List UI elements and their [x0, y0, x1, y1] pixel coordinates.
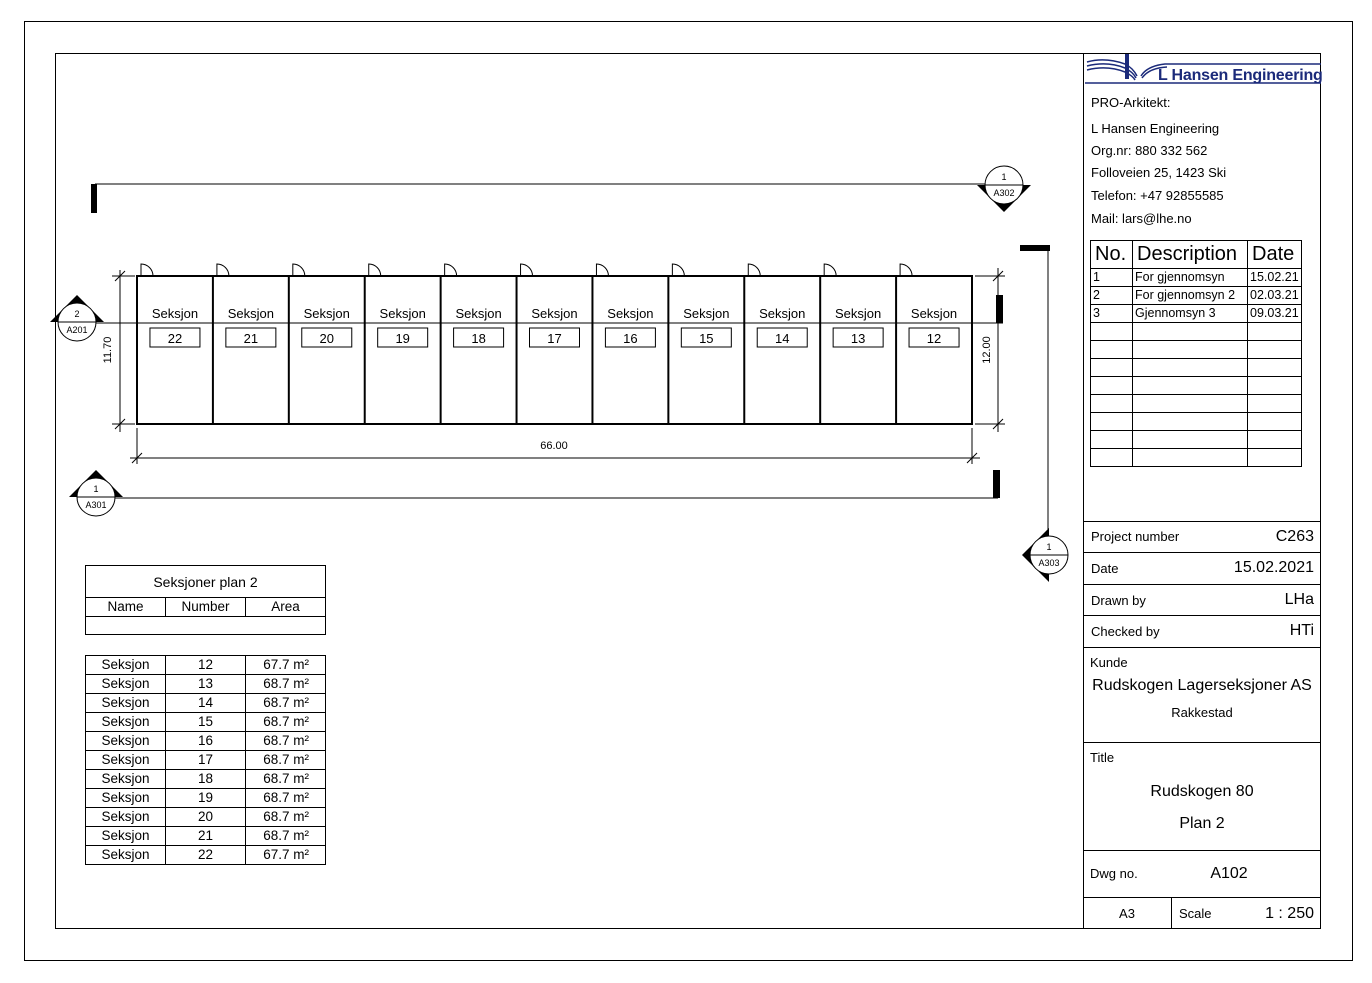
revision-no	[1091, 395, 1133, 413]
door-swing-icon	[141, 264, 153, 276]
schedule-row	[86, 789, 326, 808]
door-swing-icon	[596, 264, 608, 276]
section-label: Seksjon	[227, 306, 274, 321]
schedule-name: Seksjon	[86, 694, 166, 713]
door-swing-icon	[445, 264, 457, 276]
schedule-name: Seksjon	[86, 846, 166, 865]
phone: Telefon: +47 92855585	[1091, 188, 1224, 203]
revision-row	[1091, 305, 1302, 323]
revision-date	[1248, 323, 1302, 341]
door-swing-icon	[748, 264, 760, 276]
schedule-header-number: Number	[166, 598, 246, 617]
section-number: 22	[167, 331, 183, 346]
schedule-area: 67.7 m²	[246, 656, 326, 675]
schedule-area: 67.7 m²	[246, 846, 326, 865]
revision-no	[1091, 449, 1133, 467]
divider	[1083, 647, 1321, 648]
section-marker-number: 1	[1046, 542, 1052, 552]
rev-header-description: Description	[1133, 241, 1248, 269]
door-swing-icon	[369, 264, 381, 276]
schedule-row	[86, 713, 326, 732]
schedule-row	[86, 675, 326, 694]
revision-desc	[1133, 431, 1248, 449]
drawn-by-value: LHa	[1284, 591, 1314, 608]
dimension-left	[102, 270, 135, 432]
schedule-row	[86, 656, 326, 675]
section-label: Seksjon	[683, 306, 730, 321]
schedule-name: Seksjon	[86, 751, 166, 770]
revision-date: 02.03.21	[1248, 287, 1302, 305]
section-line-a302	[91, 184, 1005, 213]
rev-header-no: No.	[1091, 241, 1133, 269]
section-label: Seksjon	[910, 306, 958, 321]
revision-desc: Gjennomsyn 3	[1133, 305, 1248, 323]
drawing-title-2: Plan 2	[1179, 815, 1225, 832]
building-plan	[137, 264, 972, 424]
company-logo-text: L Hansen Engineering	[1158, 67, 1323, 84]
schedule-name: Seksjon	[86, 808, 166, 827]
section-label: Seksjon	[835, 306, 882, 321]
schedule-title: Seksjoner plan 2	[86, 566, 326, 598]
revision-no	[1091, 413, 1133, 431]
schedule-area: 68.7 m²	[246, 713, 326, 732]
dwg-no-value: A102	[1210, 865, 1248, 882]
schedule-area: 68.7 m²	[246, 789, 326, 808]
revision-date	[1248, 377, 1302, 395]
section-marker-number: 1	[1001, 172, 1007, 182]
title-label: Title	[1090, 750, 1115, 765]
divider	[1083, 521, 1321, 522]
door-swing-icon	[521, 264, 533, 276]
section-line-a303	[1020, 245, 1050, 555]
schedule-number: 20	[166, 808, 246, 827]
schedule-area: 68.7 m²	[246, 808, 326, 827]
checked-by-label: Checked by	[1091, 624, 1160, 639]
scale-label: Scale	[1179, 906, 1212, 921]
revision-no	[1091, 377, 1133, 395]
section-number: 17	[547, 331, 562, 346]
revision-no	[1091, 431, 1133, 449]
schedule-name: Seksjon	[86, 789, 166, 808]
divider	[1171, 897, 1172, 928]
divider	[1083, 897, 1321, 898]
schedule-blank-row	[86, 617, 326, 635]
drawn-by-label: Drawn by	[1091, 593, 1146, 608]
section-label: Seksjon	[379, 306, 426, 321]
schedule-name: Seksjon	[86, 770, 166, 789]
schedule-header-name: Name	[86, 598, 166, 617]
schedule-number: 14	[166, 694, 246, 713]
divider	[1083, 584, 1321, 585]
revision-row	[1091, 269, 1302, 287]
revision-no	[1091, 341, 1133, 359]
schedule-row	[86, 751, 326, 770]
schedule-name: Seksjon	[86, 827, 166, 846]
revision-date	[1248, 431, 1302, 449]
section-label: Seksjon	[531, 306, 578, 321]
email: Mail: lars@lhe.no	[1091, 211, 1192, 226]
revision-no	[1091, 323, 1133, 341]
schedule-area: 68.7 m²	[246, 675, 326, 694]
drawing-title-1: Rudskogen 80	[1150, 783, 1254, 800]
section-number: 15	[699, 331, 714, 346]
section-marker-a301	[69, 470, 123, 516]
revision-no: 1	[1091, 269, 1133, 287]
revision-row	[1091, 341, 1302, 359]
section-marker-number: 1	[93, 484, 99, 494]
schedule-area: 68.7 m²	[246, 732, 326, 751]
door-swing-icon	[900, 264, 912, 276]
revision-row	[1091, 449, 1302, 467]
company-name: L Hansen Engineering	[1091, 121, 1220, 136]
revision-date	[1248, 449, 1302, 467]
revision-desc	[1133, 413, 1248, 431]
org-number: Org.nr: 880 332 562	[1091, 143, 1208, 158]
checked-by-value: HTi	[1289, 622, 1314, 639]
schedule-row	[86, 770, 326, 789]
section-marker-sheet: A201	[66, 325, 88, 335]
section-marker-sheet: A301	[85, 500, 107, 510]
section-marker-number: 2	[74, 309, 80, 319]
schedule-name: Seksjon	[86, 732, 166, 751]
revision-date: 09.03.21	[1248, 305, 1302, 323]
revision-row	[1091, 395, 1302, 413]
dimension-left-text: 11.70	[102, 336, 114, 364]
revision-desc	[1133, 341, 1248, 359]
schedule-row	[86, 827, 326, 846]
divider	[1083, 615, 1321, 616]
client-label: Kunde	[1090, 655, 1128, 670]
revision-desc	[1133, 395, 1248, 413]
section-label: Seksjon	[303, 306, 350, 321]
date-value: 15.02.2021	[1233, 559, 1314, 576]
revision-desc: For gjennomsyn	[1133, 269, 1248, 287]
door-swing-icon	[824, 264, 836, 276]
schedule-number: 12	[166, 656, 246, 675]
revision-row	[1091, 359, 1302, 377]
revision-desc	[1133, 449, 1248, 467]
schedule-name: Seksjon	[86, 656, 166, 675]
rev-header-date: Date	[1248, 241, 1302, 269]
section-number: 13	[850, 331, 866, 346]
section-line-a301	[96, 470, 1000, 498]
revision-desc	[1133, 359, 1248, 377]
section-marker-a303	[1022, 528, 1068, 582]
dimension-width-text: 66.00	[540, 440, 568, 452]
schedule-number: 13	[166, 675, 246, 694]
revision-date	[1248, 341, 1302, 359]
revision-date: 15.02.21	[1248, 269, 1302, 287]
section-marker-a201	[50, 295, 104, 341]
schedule-row	[86, 732, 326, 751]
client-name: Rudskogen Lagerseksjoner AS	[1092, 677, 1312, 694]
client-location: Rakkestad	[1171, 705, 1233, 720]
schedule-header-table	[85, 565, 326, 635]
section-marker-a302	[977, 166, 1031, 212]
date-label: Date	[1091, 561, 1119, 576]
revision-desc	[1133, 377, 1248, 395]
revisions-table	[1090, 240, 1302, 467]
schedule-number: 22	[166, 846, 246, 865]
schedule-name: Seksjon	[86, 713, 166, 732]
schedule-row	[86, 694, 326, 713]
revision-desc: For gjennomsyn 2	[1133, 287, 1248, 305]
revision-date	[1248, 413, 1302, 431]
schedule-area: 68.7 m²	[246, 751, 326, 770]
project-number: C263	[1275, 528, 1314, 545]
section-number: 18	[471, 331, 486, 346]
revision-row	[1091, 377, 1302, 395]
section-marker-sheet: A303	[1038, 558, 1060, 568]
section-number: 14	[774, 331, 790, 346]
divider	[1083, 742, 1321, 743]
revision-date	[1248, 395, 1302, 413]
schedule-header-area: Area	[246, 598, 326, 617]
section-marker-sheet: A302	[993, 188, 1015, 198]
schedule-number: 19	[166, 789, 246, 808]
schedule-number: 16	[166, 732, 246, 751]
revision-row	[1091, 287, 1302, 305]
revision-no: 2	[1091, 287, 1133, 305]
schedule-row	[86, 846, 326, 865]
dwg-no-label: Dwg no.	[1090, 866, 1138, 881]
revision-desc	[1133, 323, 1248, 341]
revision-no	[1091, 359, 1133, 377]
project-number-label: Project number	[1091, 529, 1180, 544]
dimension-right	[975, 268, 1005, 432]
section-label: Seksjon	[455, 306, 502, 321]
schedule-area: 68.7 m²	[246, 827, 326, 846]
schedule-number: 17	[166, 751, 246, 770]
revision-date	[1248, 359, 1302, 377]
revision-row	[1091, 431, 1302, 449]
schedule-number: 18	[166, 770, 246, 789]
dimension-right-text: 12.00	[981, 336, 993, 364]
section-number: 16	[623, 331, 638, 346]
schedule-area: 68.7 m²	[246, 694, 326, 713]
door-swing-icon	[217, 264, 229, 276]
address: Folloveien 25, 1423 Ski	[1091, 165, 1227, 180]
section-number: 20	[319, 331, 335, 346]
schedule-number: 15	[166, 713, 246, 732]
paper-size: A3	[1119, 906, 1135, 921]
revision-no: 3	[1091, 305, 1133, 323]
section-number: 21	[243, 331, 259, 346]
scale-value: 1 : 250	[1265, 905, 1314, 922]
schedule-name: Seksjon	[86, 675, 166, 694]
revision-row	[1091, 323, 1302, 341]
architect-label: PRO-Arkitekt:	[1091, 95, 1171, 110]
door-swing-icon	[293, 264, 305, 276]
section-label: Seksjon	[607, 306, 654, 321]
section-number: 12	[926, 331, 942, 346]
revision-row	[1091, 413, 1302, 431]
divider	[1083, 850, 1321, 851]
dimension-width	[130, 428, 980, 464]
schedule-number: 21	[166, 827, 246, 846]
section-label: Seksjon	[759, 306, 806, 321]
section-label: Seksjon	[151, 306, 199, 321]
divider	[1083, 552, 1321, 553]
schedule-row	[86, 808, 326, 827]
section-number: 19	[395, 331, 410, 346]
schedule-area: 68.7 m²	[246, 770, 326, 789]
door-swing-icon	[672, 264, 684, 276]
schedule-table	[85, 655, 326, 865]
